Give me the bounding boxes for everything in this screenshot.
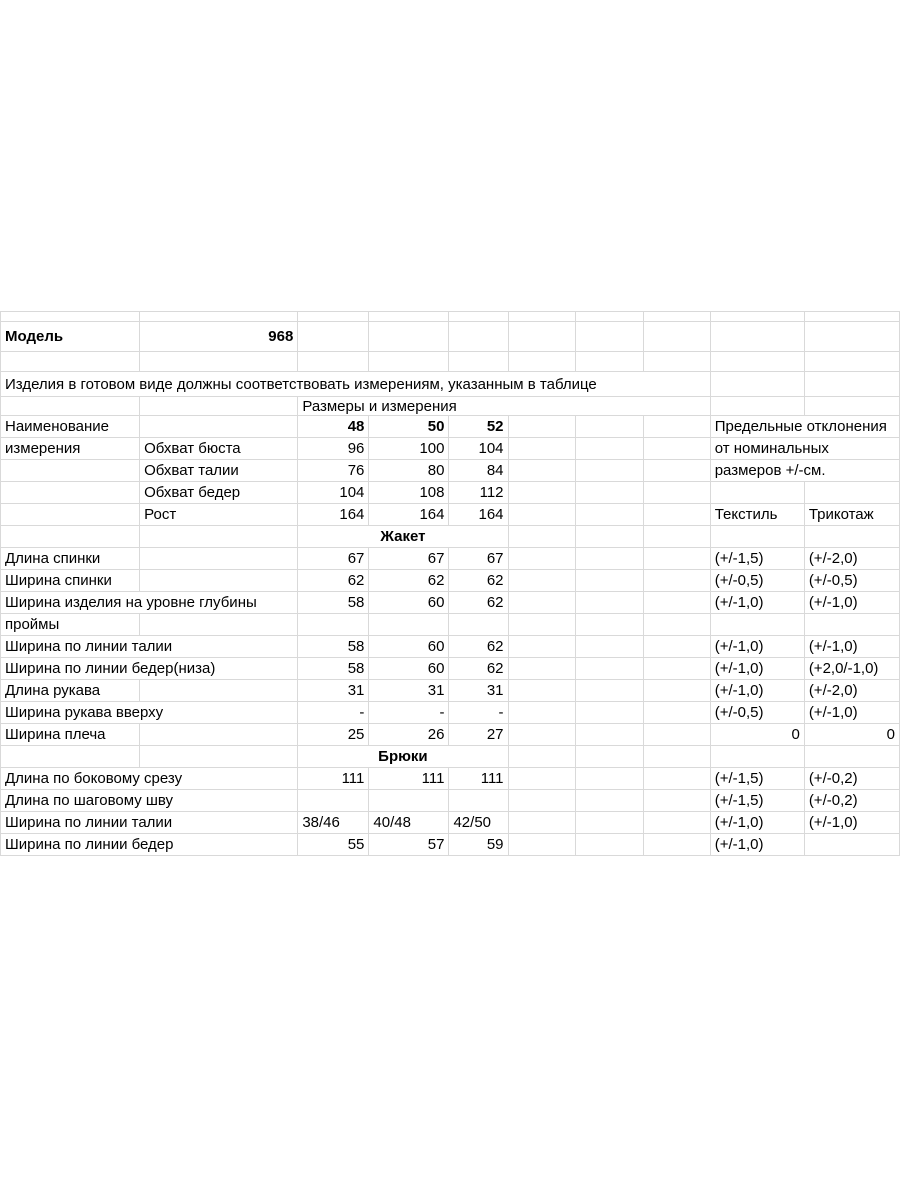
measurement-label: Рост — [140, 504, 298, 526]
spacer-row — [1, 312, 900, 322]
size-value: 108 — [369, 482, 449, 504]
empty-cell — [140, 614, 298, 636]
size-value: 60 — [369, 658, 449, 680]
measurement-label: Ширина по линии талии — [1, 812, 298, 834]
size-value: 164 — [298, 504, 369, 526]
tolerance-knit: (+/-2,0) — [804, 548, 899, 570]
table-row — [1, 482, 900, 504]
size-value — [298, 790, 369, 812]
size-value: 25 — [298, 724, 369, 746]
tolerance-knit: (+/-1,0) — [804, 702, 899, 724]
table-row — [1, 680, 900, 702]
size-header-52: 52 — [449, 416, 508, 438]
empty-cell — [710, 482, 804, 504]
name-header-cont: измерения — [1, 438, 140, 460]
size-value: 31 — [369, 680, 449, 702]
empty-cell — [643, 504, 710, 526]
measurement-label: проймы — [1, 614, 140, 636]
subtitle-row — [1, 397, 900, 416]
empty-cell — [575, 680, 643, 702]
empty-cell — [643, 570, 710, 592]
grid-cell — [140, 312, 298, 322]
tolerance-knit: (+/-0,2) — [804, 768, 899, 790]
empty-cell — [508, 614, 575, 636]
grid-cell — [298, 352, 369, 372]
tolerance-knit — [804, 614, 899, 636]
empty-cell — [508, 790, 575, 812]
size-value: - — [298, 702, 369, 724]
tolerance-textile: (+/-1,0) — [710, 658, 804, 680]
grid-cell — [643, 352, 710, 372]
size-value: 111 — [369, 768, 449, 790]
grid-cell — [140, 526, 298, 548]
size-value: 104 — [449, 438, 508, 460]
deviation-header: Предельные отклонения — [710, 416, 899, 438]
empty-cell — [508, 504, 575, 526]
empty-cell — [575, 416, 643, 438]
measurement-label: Длина спинки — [1, 548, 140, 570]
size-value: 55 — [298, 834, 369, 856]
size-value: 60 — [369, 636, 449, 658]
grid-cell — [804, 352, 899, 372]
measurement-label: Ширина изделия на уровне глубины — [1, 592, 298, 614]
empty-cell — [508, 460, 575, 482]
empty-cell — [643, 680, 710, 702]
empty-cell — [643, 812, 710, 834]
empty-cell — [575, 482, 643, 504]
empty-cell — [508, 482, 575, 504]
empty-cell — [643, 438, 710, 460]
grid-cell — [710, 352, 804, 372]
textile-column-header: Текстиль — [710, 504, 804, 526]
tolerance-textile — [710, 614, 804, 636]
size-value: 58 — [298, 592, 369, 614]
empty-cell — [508, 702, 575, 724]
grid-cell — [449, 312, 508, 322]
empty-cell — [508, 658, 575, 680]
tolerance-knit: (+/-0,2) — [804, 790, 899, 812]
tolerance-knit: (+/-1,0) — [804, 636, 899, 658]
grid-cell — [1, 746, 140, 768]
header-row — [1, 416, 900, 438]
size-value — [298, 614, 369, 636]
table-row — [1, 636, 900, 658]
size-value — [369, 614, 449, 636]
size-value — [449, 614, 508, 636]
size-value: 67 — [369, 548, 449, 570]
size-value — [449, 790, 508, 812]
size-value: 57 — [369, 834, 449, 856]
empty-cell — [804, 482, 899, 504]
empty-cell — [1, 504, 140, 526]
empty-cell — [643, 548, 710, 570]
table-row — [1, 724, 900, 746]
grid-cell — [140, 352, 298, 372]
tolerance-textile: (+/-1,5) — [710, 790, 804, 812]
measurement-label: Длина по шаговому шву — [1, 790, 298, 812]
grid-cell — [575, 352, 643, 372]
empty-cell — [508, 834, 575, 856]
size-value: 58 — [298, 658, 369, 680]
table-row — [1, 548, 900, 570]
grid-cell — [710, 372, 804, 397]
table-row — [1, 570, 900, 592]
tolerance-textile: (+/-0,5) — [710, 702, 804, 724]
name-header: Наименование — [1, 416, 140, 438]
empty-cell — [508, 570, 575, 592]
empty-cell — [575, 812, 643, 834]
empty-cell — [643, 702, 710, 724]
empty-cell — [575, 570, 643, 592]
grid-cell — [575, 526, 643, 548]
empty-cell — [508, 724, 575, 746]
size-value: 80 — [369, 460, 449, 482]
grid-cell — [804, 322, 899, 352]
grid-cell — [140, 746, 298, 768]
empty-cell — [643, 790, 710, 812]
grid-cell — [1, 312, 140, 322]
tolerance-knit: (+/-1,0) — [804, 592, 899, 614]
size-value: 164 — [369, 504, 449, 526]
grid-cell — [575, 312, 643, 322]
empty-cell — [508, 812, 575, 834]
tolerance-textile: (+/-1,0) — [710, 812, 804, 834]
grid-cell — [804, 746, 899, 768]
tolerance-textile: (+/-0,5) — [710, 570, 804, 592]
section-header-row — [1, 746, 900, 768]
grid-cell — [804, 312, 899, 322]
empty-cell — [643, 834, 710, 856]
table-row — [1, 834, 900, 856]
tolerance-textile: (+/-1,0) — [710, 636, 804, 658]
grid-cell — [298, 322, 369, 352]
measurement-label: Обхват талии — [140, 460, 298, 482]
section-header-row — [1, 526, 900, 548]
empty-cell — [1, 482, 140, 504]
grid-cell — [643, 312, 710, 322]
table-row — [1, 790, 900, 812]
empty-cell — [140, 416, 298, 438]
model-label: Модель — [1, 322, 140, 352]
size-value: 164 — [449, 504, 508, 526]
grid-cell — [508, 746, 575, 768]
empty-cell — [643, 768, 710, 790]
size-value: 62 — [449, 592, 508, 614]
grid-cell — [643, 526, 710, 548]
empty-cell — [643, 416, 710, 438]
empty-cell — [140, 724, 298, 746]
table-row — [1, 658, 900, 680]
grid-cell — [369, 322, 449, 352]
size-value: 59 — [449, 834, 508, 856]
size-value: 62 — [449, 658, 508, 680]
size-value: 40/48 — [369, 812, 449, 834]
measurement-label: Ширина по линии бедер(низа) — [1, 658, 298, 680]
table-row — [1, 504, 900, 526]
grid-cell — [575, 322, 643, 352]
size-value: 62 — [369, 570, 449, 592]
measurement-label: Ширина плеча — [1, 724, 140, 746]
grid-cell — [643, 322, 710, 352]
size-value: - — [449, 702, 508, 724]
empty-cell — [508, 548, 575, 570]
table-row — [1, 768, 900, 790]
tolerance-textile: (+/-1,0) — [710, 592, 804, 614]
size-value: 31 — [449, 680, 508, 702]
size-value: 26 — [369, 724, 449, 746]
measurement-label: Длина по боковому срезу — [1, 768, 298, 790]
size-value: 112 — [449, 482, 508, 504]
knit-column-header: Трикотаж — [804, 504, 899, 526]
measurement-label: Обхват бедер — [140, 482, 298, 504]
empty-cell — [643, 724, 710, 746]
empty-cell — [575, 834, 643, 856]
deviation-note: размеров +/-см. — [710, 460, 899, 482]
empty-cell — [575, 592, 643, 614]
size-value: 104 — [298, 482, 369, 504]
grid-cell — [449, 352, 508, 372]
empty-cell — [140, 570, 298, 592]
empty-cell — [575, 702, 643, 724]
grid-cell — [1, 526, 140, 548]
grid-cell — [508, 312, 575, 322]
empty-cell — [643, 482, 710, 504]
empty-cell — [508, 416, 575, 438]
table-row — [1, 460, 900, 482]
table-subtitle: Размеры и измерения — [298, 397, 710, 416]
empty-cell — [1, 460, 140, 482]
tolerance-textile: (+/-1,5) — [710, 768, 804, 790]
grid-cell — [1, 352, 140, 372]
tolerance-textile: (+/-1,0) — [710, 834, 804, 856]
grid-cell — [369, 312, 449, 322]
table-row — [1, 812, 900, 834]
grid-cell — [508, 526, 575, 548]
empty-cell — [575, 438, 643, 460]
grid-cell — [140, 397, 298, 416]
tolerance-textile: (+/-1,0) — [710, 680, 804, 702]
size-value: 62 — [449, 570, 508, 592]
measurement-label: Ширина по линии бедер — [1, 834, 298, 856]
grid-cell — [508, 352, 575, 372]
empty-cell — [575, 504, 643, 526]
size-value: 62 — [298, 570, 369, 592]
grid-cell — [508, 322, 575, 352]
size-value: 84 — [449, 460, 508, 482]
tolerance-knit: (+2,0/-1,0) — [804, 658, 899, 680]
empty-cell — [575, 460, 643, 482]
grid-cell — [710, 397, 804, 416]
empty-cell — [140, 548, 298, 570]
grid-cell — [449, 322, 508, 352]
grid-cell — [710, 526, 804, 548]
section-title: Жакет — [298, 526, 508, 548]
empty-cell — [575, 636, 643, 658]
grid-cell — [643, 746, 710, 768]
model-row — [1, 322, 900, 352]
size-value: 96 — [298, 438, 369, 460]
empty-cell — [508, 592, 575, 614]
table-row — [1, 592, 900, 614]
empty-cell — [575, 614, 643, 636]
size-value: 67 — [298, 548, 369, 570]
size-chart-table — [0, 311, 900, 856]
size-value: 60 — [369, 592, 449, 614]
empty-cell — [643, 614, 710, 636]
size-value — [369, 790, 449, 812]
tolerance-knit: (+/-1,0) — [804, 812, 899, 834]
grid-cell — [369, 352, 449, 372]
size-value: 67 — [449, 548, 508, 570]
empty-cell — [508, 636, 575, 658]
size-header-50: 50 — [369, 416, 449, 438]
empty-cell — [575, 724, 643, 746]
grid-cell — [710, 322, 804, 352]
empty-cell — [804, 834, 899, 856]
table-row — [1, 438, 900, 460]
empty-row — [1, 352, 900, 372]
empty-cell — [575, 658, 643, 680]
empty-cell — [643, 592, 710, 614]
deviation-note: от номинальных — [710, 438, 899, 460]
grid-cell — [298, 312, 369, 322]
grid-cell — [804, 526, 899, 548]
table-row — [1, 614, 900, 636]
empty-cell — [575, 768, 643, 790]
tolerance-knit: 0 — [804, 724, 899, 746]
note-row — [1, 372, 900, 397]
size-value: 111 — [298, 768, 369, 790]
empty-cell — [575, 790, 643, 812]
tolerance-textile: 0 — [710, 724, 804, 746]
tolerance-knit: (+/-0,5) — [804, 570, 899, 592]
size-value: 100 — [369, 438, 449, 460]
grid-cell — [710, 312, 804, 322]
size-value: 31 — [298, 680, 369, 702]
table-row — [1, 702, 900, 724]
tolerance-textile: (+/-1,5) — [710, 548, 804, 570]
empty-cell — [643, 636, 710, 658]
measurement-label: Длина рукава — [1, 680, 140, 702]
grid-cell — [804, 372, 899, 397]
section-title: Брюки — [298, 746, 508, 768]
grid-cell — [804, 397, 899, 416]
measurement-label: Ширина рукава вверху — [1, 702, 298, 724]
empty-cell — [508, 438, 575, 460]
measurement-label: Ширина по линии талии — [1, 636, 298, 658]
empty-cell — [508, 768, 575, 790]
empty-cell — [643, 460, 710, 482]
size-value: 42/50 — [449, 812, 508, 834]
grid-cell — [710, 746, 804, 768]
grid-cell — [575, 746, 643, 768]
size-value: 76 — [298, 460, 369, 482]
note-text: Изделия в готовом виде должны соответствовать измерениям, указанным в таблице — [1, 372, 711, 397]
size-value: 38/46 — [298, 812, 369, 834]
measurement-label: Обхват бюста — [140, 438, 298, 460]
size-value: 62 — [449, 636, 508, 658]
grid-cell — [1, 397, 140, 416]
empty-cell — [140, 680, 298, 702]
size-value: 27 — [449, 724, 508, 746]
measurement-label: Ширина спинки — [1, 570, 140, 592]
size-header-48: 48 — [298, 416, 369, 438]
empty-cell — [643, 658, 710, 680]
size-value: 111 — [449, 768, 508, 790]
model-number: 968 — [140, 322, 298, 352]
empty-cell — [508, 680, 575, 702]
empty-cell — [575, 548, 643, 570]
size-value: 58 — [298, 636, 369, 658]
size-value: - — [369, 702, 449, 724]
tolerance-knit: (+/-2,0) — [804, 680, 899, 702]
